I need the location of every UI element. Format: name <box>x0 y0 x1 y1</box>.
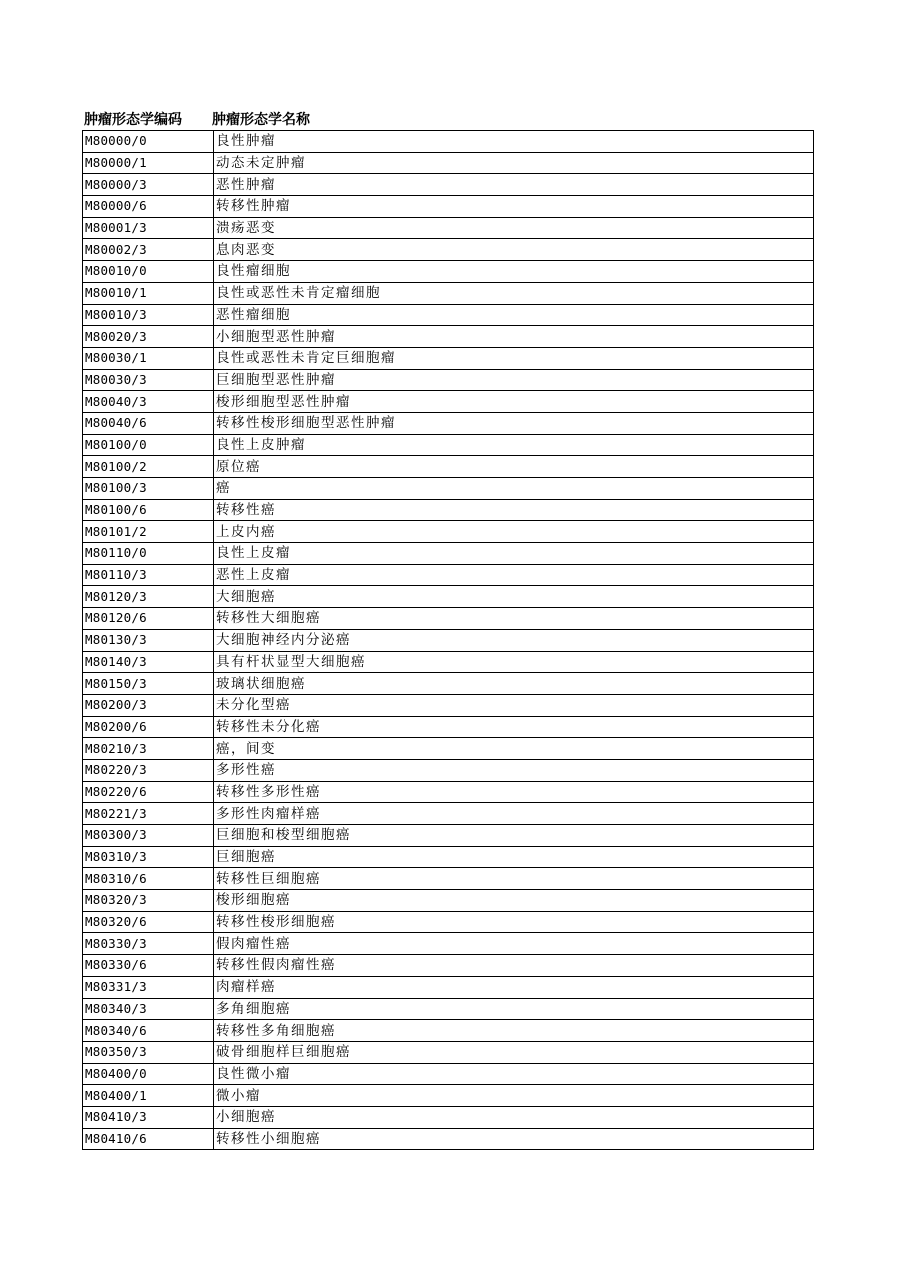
code-cell[interactable]: M80030/1 <box>83 347 214 369</box>
table-row <box>83 499 814 521</box>
code-cell[interactable]: M80040/6 <box>83 412 214 434</box>
table-row <box>83 434 814 456</box>
table-row <box>83 673 814 695</box>
table-row <box>83 825 814 847</box>
code-cell[interactable]: M80221/3 <box>83 803 214 825</box>
spreadsheet <box>82 110 814 1150</box>
code-cell[interactable]: M80100/0 <box>83 434 214 456</box>
table-row <box>83 304 814 326</box>
code-cell[interactable]: M80340/6 <box>83 1020 214 1042</box>
name-cell[interactable]: 转移性大细胞癌 <box>214 608 814 630</box>
name-cell[interactable]: 大细胞癌 <box>214 586 814 608</box>
name-cell[interactable]: 溃疡恶变 <box>214 217 814 239</box>
name-cell[interactable]: 未分化型癌 <box>214 694 814 716</box>
code-cell[interactable]: M80320/3 <box>83 890 214 912</box>
name-cell[interactable]: 恶性肿瘤 <box>214 174 814 196</box>
code-cell[interactable]: M80400/0 <box>83 1063 214 1085</box>
table-row <box>83 326 814 348</box>
code-cell[interactable]: M80002/3 <box>83 239 214 261</box>
table-row <box>83 738 814 760</box>
code-column-header: 肿瘤形态学编码 <box>84 112 182 128</box>
name-cell[interactable]: 转移性癌 <box>214 499 814 521</box>
code-cell[interactable]: M80220/6 <box>83 781 214 803</box>
name-cell[interactable]: 动态未定肿瘤 <box>214 152 814 174</box>
table-row <box>83 694 814 716</box>
table-row <box>83 543 814 565</box>
name-cell[interactable]: 转移性梭形细胞型恶性肿瘤 <box>214 412 814 434</box>
name-cell[interactable]: 良性上皮肿瘤 <box>214 434 814 456</box>
code-cell[interactable]: M80330/6 <box>83 955 214 977</box>
table-row <box>83 456 814 478</box>
table-row <box>83 521 814 543</box>
name-cell[interactable]: 多形性肉瘤样癌 <box>214 803 814 825</box>
code-cell[interactable]: M80110/0 <box>83 543 214 565</box>
code-cell[interactable]: M80120/6 <box>83 608 214 630</box>
code-cell[interactable]: M80000/3 <box>83 174 214 196</box>
name-cell[interactable]: 假肉瘤性癌 <box>214 933 814 955</box>
name-cell[interactable]: 微小瘤 <box>214 1085 814 1107</box>
table-row <box>83 629 814 651</box>
code-cell[interactable]: M80100/2 <box>83 456 214 478</box>
code-cell[interactable]: M80100/3 <box>83 478 214 500</box>
name-cell[interactable]: 原位癌 <box>214 456 814 478</box>
code-cell[interactable]: M80310/3 <box>83 846 214 868</box>
code-cell[interactable]: M80000/1 <box>83 152 214 174</box>
name-cell[interactable]: 巨细胞型恶性肿瘤 <box>214 369 814 391</box>
table-row <box>83 196 814 218</box>
table-row <box>83 781 814 803</box>
code-cell[interactable]: M80000/6 <box>83 196 214 218</box>
name-cell[interactable]: 良性瘤细胞 <box>214 261 814 283</box>
code-cell[interactable]: M80200/3 <box>83 694 214 716</box>
name-cell[interactable]: 小细胞型恶性肿瘤 <box>214 326 814 348</box>
name-cell[interactable]: 上皮内癌 <box>214 521 814 543</box>
name-cell[interactable]: 肉瘤样癌 <box>214 976 814 998</box>
table-row <box>83 261 814 283</box>
table-row <box>83 347 814 369</box>
code-cell[interactable]: M80020/3 <box>83 326 214 348</box>
name-cell[interactable]: 转移性巨细胞癌 <box>214 868 814 890</box>
table-row <box>83 1020 814 1042</box>
table-row <box>83 846 814 868</box>
table-row <box>83 174 814 196</box>
name-cell[interactable]: 良性上皮瘤 <box>214 543 814 565</box>
morphology-table <box>82 130 814 1150</box>
code-cell[interactable]: M80330/3 <box>83 933 214 955</box>
code-cell[interactable]: M80140/3 <box>83 651 214 673</box>
table-row <box>83 1041 814 1063</box>
name-cell[interactable]: 恶性上皮瘤 <box>214 564 814 586</box>
table-row <box>83 608 814 630</box>
code-cell[interactable]: M80000/0 <box>83 131 214 153</box>
code-cell[interactable]: M80030/3 <box>83 369 214 391</box>
table-row <box>83 911 814 933</box>
name-cell[interactable]: 巨细胞癌 <box>214 846 814 868</box>
table-row <box>83 478 814 500</box>
name-cell[interactable]: 癌，间变 <box>214 738 814 760</box>
name-cell[interactable]: 转移性多形性癌 <box>214 781 814 803</box>
name-cell[interactable]: 转移性梭形细胞癌 <box>214 911 814 933</box>
code-cell[interactable]: M80100/6 <box>83 499 214 521</box>
name-cell[interactable]: 梭形细胞型恶性肿瘤 <box>214 391 814 413</box>
name-cell[interactable]: 转移性肿瘤 <box>214 196 814 218</box>
table-row <box>83 976 814 998</box>
name-cell[interactable]: 转移性小细胞癌 <box>214 1128 814 1150</box>
code-cell[interactable]: M80350/3 <box>83 1041 214 1063</box>
name-cell[interactable]: 良性或恶性未肯定瘤细胞 <box>214 282 814 304</box>
table-row <box>83 890 814 912</box>
table-body <box>83 131 814 1150</box>
code-cell[interactable]: M80210/3 <box>83 738 214 760</box>
code-cell[interactable]: M80110/3 <box>83 564 214 586</box>
name-cell[interactable]: 恶性瘤细胞 <box>214 304 814 326</box>
table-row <box>83 1106 814 1128</box>
name-cell[interactable]: 多角细胞癌 <box>214 998 814 1020</box>
table-row <box>83 651 814 673</box>
table-row <box>83 1128 814 1150</box>
name-cell[interactable]: 巨细胞和梭型细胞癌 <box>214 825 814 847</box>
code-cell[interactable]: M80130/3 <box>83 629 214 651</box>
table-row <box>83 933 814 955</box>
table-row <box>83 868 814 890</box>
name-cell[interactable]: 具有杆状显型大细胞癌 <box>214 651 814 673</box>
name-cell[interactable]: 转移性假肉瘤性癌 <box>214 955 814 977</box>
name-cell[interactable]: 破骨细胞样巨细胞癌 <box>214 1041 814 1063</box>
table-row <box>83 955 814 977</box>
table-row <box>83 564 814 586</box>
code-cell[interactable]: M80120/3 <box>83 586 214 608</box>
table-row <box>83 217 814 239</box>
name-cell[interactable]: 良性微小瘤 <box>214 1063 814 1085</box>
table-row <box>83 131 814 153</box>
code-cell[interactable]: M80300/3 <box>83 825 214 847</box>
name-cell[interactable]: 玻璃状细胞癌 <box>214 673 814 695</box>
code-cell[interactable]: M80010/3 <box>83 304 214 326</box>
code-cell[interactable]: M80001/3 <box>83 217 214 239</box>
table-row <box>83 152 814 174</box>
table-row <box>83 998 814 1020</box>
name-cell[interactable]: 大细胞神经内分泌癌 <box>214 629 814 651</box>
code-cell[interactable]: M80220/3 <box>83 759 214 781</box>
code-cell[interactable]: M80340/3 <box>83 998 214 1020</box>
code-cell[interactable]: M80150/3 <box>83 673 214 695</box>
table-row <box>83 586 814 608</box>
header-row <box>82 110 814 130</box>
code-cell[interactable]: M80410/6 <box>83 1128 214 1150</box>
table-row <box>83 1063 814 1085</box>
table-row <box>83 391 814 413</box>
code-cell[interactable]: M80320/6 <box>83 911 214 933</box>
table-row <box>83 239 814 261</box>
name-cell[interactable]: 癌 <box>214 478 814 500</box>
table-row <box>83 369 814 391</box>
name-column-header: 肿瘤形态学名称 <box>212 112 310 128</box>
name-cell[interactable]: 多形性癌 <box>214 759 814 781</box>
name-cell[interactable]: 小细胞癌 <box>214 1106 814 1128</box>
table-row <box>83 1085 814 1107</box>
table-row <box>83 282 814 304</box>
name-cell[interactable]: 息肉恶变 <box>214 239 814 261</box>
name-cell[interactable]: 良性或恶性未肯定巨细胞瘤 <box>214 347 814 369</box>
code-cell[interactable]: M80310/6 <box>83 868 214 890</box>
code-cell[interactable]: M80200/6 <box>83 716 214 738</box>
table-row <box>83 412 814 434</box>
name-cell[interactable]: 转移性未分化癌 <box>214 716 814 738</box>
code-cell[interactable]: M80040/3 <box>83 391 214 413</box>
code-cell[interactable]: M80410/3 <box>83 1106 214 1128</box>
table-row <box>83 716 814 738</box>
name-cell[interactable]: 良性肿瘤 <box>214 131 814 153</box>
code-cell[interactable]: M80331/3 <box>83 976 214 998</box>
name-cell[interactable]: 梭形细胞癌 <box>214 890 814 912</box>
code-cell[interactable]: M80010/0 <box>83 261 214 283</box>
code-cell[interactable]: M80010/1 <box>83 282 214 304</box>
name-cell[interactable]: 转移性多角细胞癌 <box>214 1020 814 1042</box>
code-cell[interactable]: M80101/2 <box>83 521 214 543</box>
table-row <box>83 759 814 781</box>
table-row <box>83 803 814 825</box>
code-cell[interactable]: M80400/1 <box>83 1085 214 1107</box>
